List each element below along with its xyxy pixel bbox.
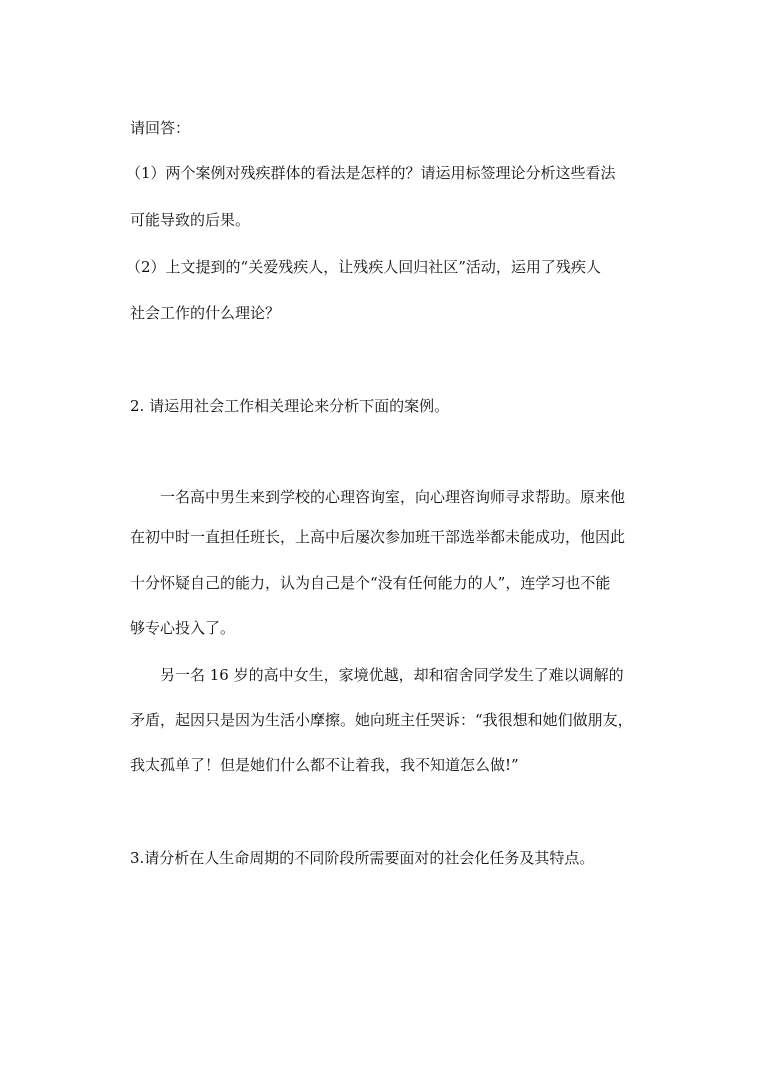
q1-sub1-line-1: （1）两个案例对残疾群体的看法是怎样的？请运用标签理论分析这些看法 (126, 164, 616, 182)
q2-case1-line-3: 十分怀疑自己的能力，认为自己是个“没有任何能力的人”，连学习也不能 (130, 574, 611, 592)
q2-case1-line-4: 够专心投入了。 (130, 619, 236, 637)
q1-sub2-line-2: 社会工作的什么理论？ (130, 304, 281, 322)
q1-sub1-line-2: 可能导致的后果。 (130, 211, 251, 229)
q2-case2-line-2: 矛盾，起因只是因为生活小摩擦。她向班主任哭诉：“我很想和她们做朋友， (130, 711, 633, 729)
q2-case1-line-2: 在初中时一直担任班长，上高中后屡次参加班干部选举都未能成功，他因此 (130, 528, 626, 546)
q1-sub2-line-1: （2）上文提到的“关爱残疾人，让残疾人回归社区”活动，运用了残疾人 (126, 258, 601, 276)
q2-case2-line-3: 我太孤单了！但是她们什么都不让着我，我不知道怎么做!” (130, 756, 519, 774)
q2-case1-line-1: 一名高中男生来到学校的心理咨询室，向心理咨询师寻求帮助。原来他 (160, 488, 626, 506)
q1-prompt: 请回答： (130, 119, 191, 137)
q3-heading: 3.请分析在人生命周期的不同阶段所需要面对的社会化任务及其特点。 (130, 849, 595, 867)
q2-case2-line-1: 另一名 16 岁的高中女生，家境优越，却和宿舍同学发生了难以调解的 (160, 666, 624, 684)
q2-heading: 2. 请运用社会工作相关理论来分析下面的案例。 (130, 397, 450, 415)
